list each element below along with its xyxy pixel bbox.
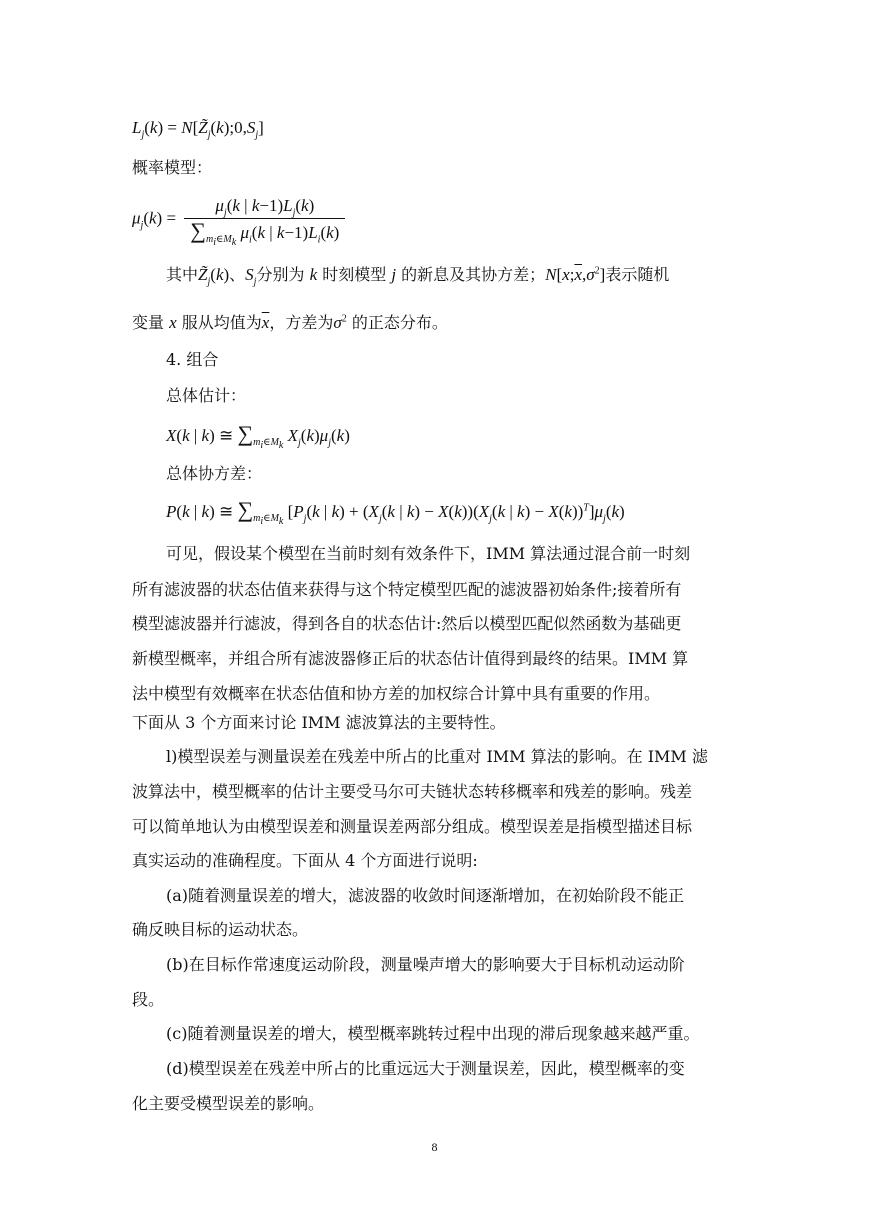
item-a-line-1: (a)随着测量误差的增大，滤波器的收敛时间逐渐增加，在初始阶段不能正 xyxy=(166,886,685,905)
innovation-description-line2: 变量 x 服从均值为$\overline{x}$，方差为$\sigma^2$ 的正态分布。 xyxy=(132,313,448,332)
model-probability-equation: $\mu_j(k)$ = $\frac{\mu_j(k | k-1)L_j(k)}{\sum_{m_i\in M_k} \mu_i(k | k-1)L_i(k)}$ xyxy=(132,196,345,243)
item-a-line-2: 确反映目标的运动状态。 xyxy=(132,920,309,939)
item-d-line-2: 化主要受模型误差的影响。 xyxy=(132,1094,325,1113)
paragraph-1-line-4: 新模型概率，并组合所有滤波器修正后的状态估计值得到最终的结果。IMM 算 xyxy=(132,649,689,668)
paragraph-1-line-3: 模型滤波器并行滤波，得到各自的状态估计:然后以模型匹配似然函数为基础更 xyxy=(132,614,682,633)
paragraph-1-line-5: 法中模型有效概率在状态估值和协方差的加权综合计算中具有重要的作用。 xyxy=(132,684,661,703)
likelihood-equation: $L_j(k)$ = $N[Z̃_j(k);0,S_j]$ xyxy=(132,118,264,141)
item-b-line-2: 段。 xyxy=(132,990,165,1009)
paragraph-3-line-3: 可以简单地认为由模型误差和测量误差两部分组成。模型误差是指模型描述目标 xyxy=(132,817,693,836)
innovation-description-line1: 其中$Z̃_j(k)$、$S_j$分别为 k 时刻模型 j 的新息及其协方差；$N[x;\overline{x},\sigma^2]$表示随机 xyxy=(166,265,670,288)
total-estimate-equation: X(k | k) ≅ $\sum_{m_i\in M_k}$ $X_j(k)\mu_j(k)$ xyxy=(166,421,350,452)
page-number: 8 xyxy=(431,1140,438,1154)
paragraph-3-line-1: l)模型误差与测量误差在残差中所占的比重对 IMM 算法的影响。在 IMM 滤 xyxy=(166,747,708,766)
paragraph-3-line-4: 真实运动的准确程度。下面从 4 个方面进行说明: xyxy=(132,851,478,870)
total-covariance-label: 总体协方差： xyxy=(166,464,263,483)
paragraph-1-line-1: 可见，假设某个模型在当前时刻有效条件下，IMM 算法通过混合前一时刻 xyxy=(166,544,691,563)
total-estimate-label: 总体估计： xyxy=(166,386,247,405)
item-b-line-1: (b)在目标作常速度运动阶段，测量噪声增大的影响要大于目标机动运动阶 xyxy=(166,955,685,974)
paragraph-1-line-2: 所有滤波器的状态估值来获得与这个特定模型匹配的滤波器初始条件;接着所有 xyxy=(132,580,682,599)
total-covariance-equation: P(k | k) ≅ $\sum_{m_i\in M_k}$ [$P_j(k$ | $k) + (X_j(k$ | $k) - X(k))(X_j(k$ | $k) - X(k))^T]\mu_j(k)$ xyxy=(166,497,625,528)
probability-fraction: $\frac{\mu_j(k | k-1)L_j(k)}{\sum_{m_i\in M_k} \mu_i(k | k-1)L_i(k)}$ xyxy=(184,196,345,243)
section-4-title: 4. 组合 xyxy=(166,350,219,369)
paragraph-2: 下面从 3 个方面来讨论 IMM 滤波算法的主要特性。 xyxy=(132,713,506,732)
item-d-line-1: (d)模型误差在残差中所占的比重远远大于测量误差，因此，模型概率的变 xyxy=(166,1059,685,1078)
paragraph-3-line-2: 波算法中，模型概率的估计主要受马尔可夫链状态转移概率和残差的影响。残差 xyxy=(132,782,693,801)
item-c: (c)随着测量误差的增大，模型概率跳转过程中出现的滞后现象越来越严重。 xyxy=(166,1024,700,1043)
prob-model-label: 概率模型： xyxy=(132,158,213,177)
